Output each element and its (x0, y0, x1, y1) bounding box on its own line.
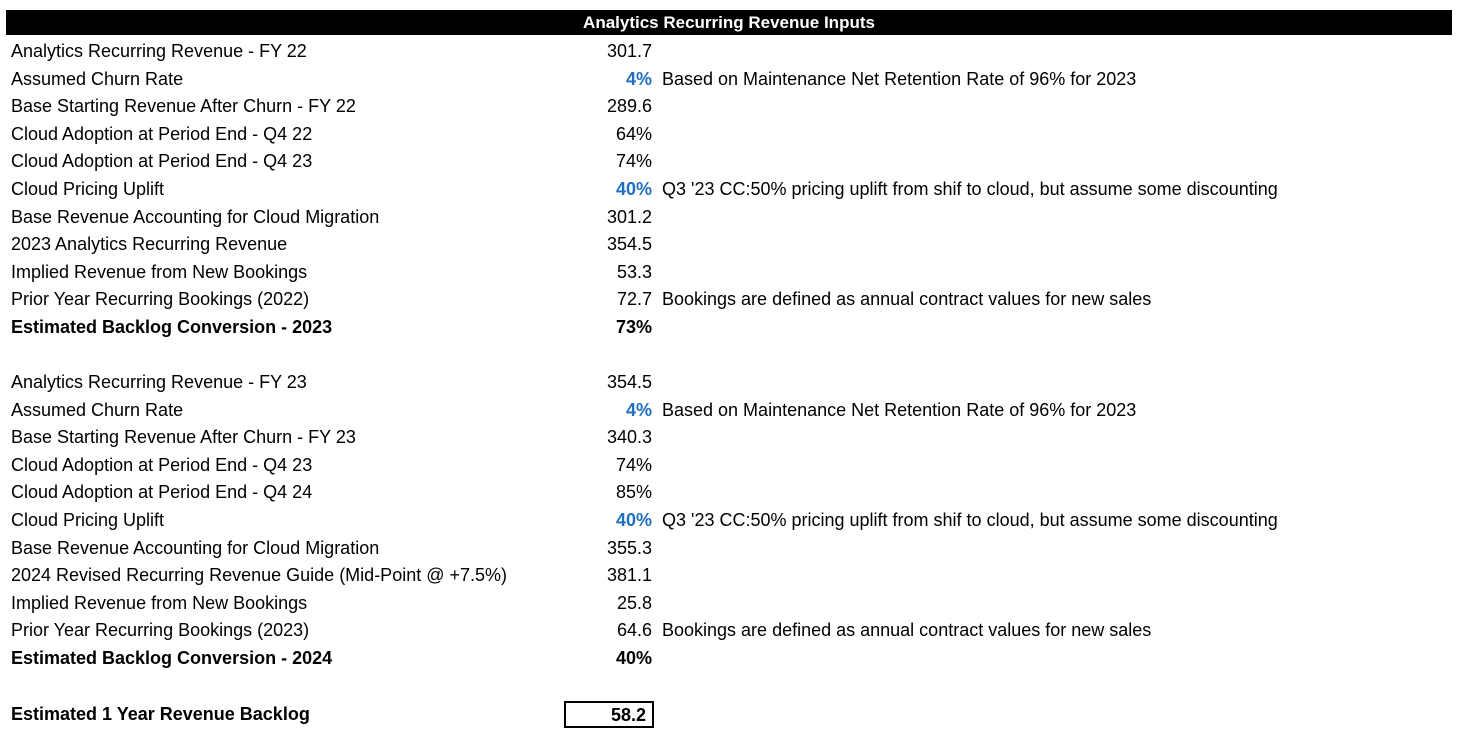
row-label: Cloud Adoption at Period End - Q4 23 (11, 454, 313, 475)
row-label: Prior Year Recurring Bookings (2022) (11, 289, 310, 310)
table-row (0, 369, 1457, 396)
row-label: 2023 Analytics Recurring Revenue (11, 234, 288, 255)
value-cell[interactable]: 289.6 (606, 96, 652, 117)
row-label: Implied Revenue from New Bookings (11, 592, 308, 613)
row-label: Estimated Backlog Conversion - 2024 (11, 648, 333, 668)
table-row (0, 314, 1457, 341)
value-cell[interactable]: 64.6 (616, 620, 652, 641)
value-cell[interactable]: 72.7 (616, 289, 652, 310)
table-row (0, 645, 1457, 672)
sheet-title: Analytics Recurring Revenue Inputs (583, 13, 875, 32)
table-row (0, 452, 1457, 479)
row-label: Analytics Recurring Revenue - FY 23 (11, 372, 307, 392)
value-cell[interactable]: 301.2 (606, 206, 652, 227)
table-row (0, 259, 1457, 286)
row-label: Analytics Recurring Revenue - FY 22 (11, 41, 307, 61)
row-note: Based on Maintenance Net Retention Rate of 96% for 2023 (662, 68, 1137, 89)
table-row (0, 507, 1457, 534)
row-label: Estimated Backlog Conversion - 2023 (11, 317, 333, 337)
row-label: Cloud Pricing Uplift (11, 510, 165, 530)
value-cell[interactable]: 25.8 (616, 592, 652, 613)
row-label: Base Starting Revenue After Churn - FY 23 (11, 427, 356, 448)
backlog-value-box[interactable] (564, 701, 654, 728)
row-note: Bookings are defined as annual contract values for new sales (662, 289, 1152, 310)
table-row (0, 204, 1457, 231)
row-label: 2024 Revised Recurring Revenue Guide (Mid-Point @ +7.5%) (11, 565, 508, 586)
value-cell[interactable]: 381.1 (606, 565, 652, 586)
backlog-row (0, 701, 1457, 728)
table-row (0, 148, 1457, 175)
value-cell[interactable]: 354.5 (606, 372, 652, 392)
table-row (0, 617, 1457, 644)
input-cell[interactable]: 4% (625, 399, 652, 420)
input-cell[interactable]: 40% (615, 179, 652, 199)
row-label: Cloud Adoption at Period End - Q4 24 (11, 482, 313, 503)
value-cell[interactable]: 40% (615, 648, 652, 668)
row-label: Base Starting Revenue After Churn - FY 22 (11, 96, 356, 117)
table-row (0, 562, 1457, 589)
value-cell[interactable]: 53.3 (616, 261, 652, 282)
table-row (0, 121, 1457, 148)
row-note: Q3 '23 CC:50% pricing uplift from shif to cloud, but assume some discounting (662, 510, 1278, 530)
row-label: Prior Year Recurring Bookings (2023) (11, 620, 310, 641)
value-cell[interactable]: 354.5 (606, 234, 652, 255)
row-label: Implied Revenue from New Bookings (11, 261, 308, 282)
value-cell[interactable]: 74% (615, 151, 652, 172)
table-row (0, 286, 1457, 313)
input-cell[interactable]: 4% (625, 68, 652, 89)
value-cell[interactable]: 73% (615, 317, 652, 337)
table-row (0, 590, 1457, 617)
table-row (0, 479, 1457, 506)
table-row (0, 66, 1457, 93)
value-cell[interactable]: 301.7 (606, 41, 652, 61)
input-cell[interactable]: 40% (615, 510, 652, 530)
row-note: Q3 '23 CC:50% pricing uplift from shif to cloud, but assume some discounting (662, 179, 1278, 199)
row-label: Base Revenue Accounting for Cloud Migration (11, 206, 380, 227)
value-cell[interactable]: 355.3 (606, 537, 652, 558)
row-note: Bookings are defined as annual contract values for new sales (662, 620, 1152, 641)
sheet-title-bar (6, 10, 1452, 35)
row-label: Base Revenue Accounting for Cloud Migration (11, 537, 380, 558)
row-note: Based on Maintenance Net Retention Rate of 96% for 2023 (662, 399, 1137, 420)
row-label: Cloud Pricing Uplift (11, 179, 165, 199)
table-row (0, 424, 1457, 451)
table-row (0, 38, 1457, 65)
value-cell[interactable]: 340.3 (606, 427, 652, 448)
row-label: Cloud Adoption at Period End - Q4 22 (11, 123, 313, 144)
value-cell[interactable]: 85% (615, 482, 652, 503)
row-label: Cloud Adoption at Period End - Q4 23 (11, 151, 313, 172)
table-row (0, 176, 1457, 203)
row-label: Assumed Churn Rate (11, 68, 184, 89)
backlog-value: 58.2 (610, 705, 646, 725)
table-row (0, 231, 1457, 258)
table-row (0, 93, 1457, 120)
row-label: Assumed Churn Rate (11, 399, 184, 420)
value-cell[interactable]: 64% (615, 123, 652, 144)
table-row (0, 397, 1457, 424)
value-cell[interactable]: 74% (615, 454, 652, 475)
table-row (0, 535, 1457, 562)
backlog-label: Estimated 1 Year Revenue Backlog (11, 704, 310, 724)
